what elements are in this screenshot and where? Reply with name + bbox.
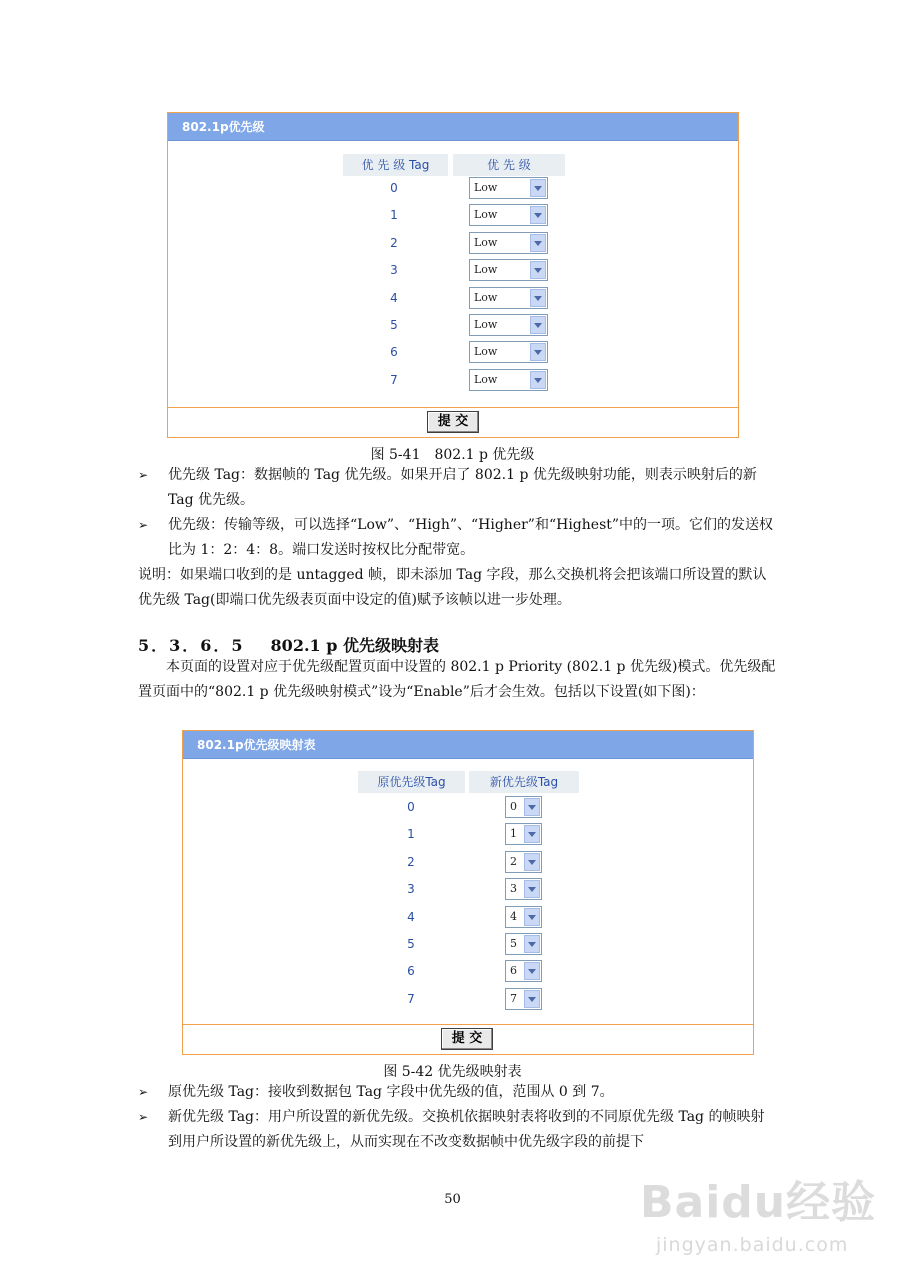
priority-tag-value: 3 (390, 263, 398, 278)
priority-select[interactable] (469, 177, 548, 199)
mapping-panel-footer (183, 1024, 753, 1054)
chevron-down-icon[interactable] (530, 179, 546, 197)
new-tag-select[interactable] (505, 988, 542, 1010)
priority-panel (167, 112, 739, 438)
bullet-arrow-icon: ➢ (138, 518, 149, 532)
chevron-down-icon[interactable] (530, 261, 546, 279)
original-tag-value: 3 (407, 882, 415, 897)
new-tag-select-value: 2 (510, 854, 517, 868)
chevron-down-icon[interactable] (524, 990, 540, 1008)
priority-tag-value: 1 (390, 208, 398, 223)
original-tag-value: 4 (407, 909, 415, 924)
chevron-down-icon[interactable] (530, 371, 546, 389)
chevron-down-icon[interactable] (524, 825, 540, 843)
chevron-down-icon[interactable] (530, 289, 546, 307)
new-tag-select-value: 5 (510, 937, 517, 950)
bullet-new-tag: ➢ 新优先级 Tag：用户所设置的新优先级。交换机依据映射表将收到的不同原优先级 Tag 的帧映射到用户所设置的新优先级上，从而实现在不改变数据帧中优先级字段的前提下 (138, 1105, 778, 1155)
chevron-down-icon[interactable] (524, 935, 540, 953)
mapping-panel (182, 730, 754, 1055)
priority-select[interactable] (469, 369, 548, 391)
chevron-down-icon[interactable] (530, 343, 546, 361)
chevron-down-icon[interactable] (530, 234, 546, 252)
submit-button[interactable]: 提 交 (441, 1028, 493, 1050)
bullet-original-tag: ➢ 原优先级 Tag：接收到数据包 Tag 字段中优先级的值，范围从 0 到 7。 (138, 1080, 778, 1105)
original-tag-value: 1 (407, 827, 415, 842)
baidu-watermark (640, 1148, 895, 1278)
new-tag-select-value: 3 (510, 882, 517, 896)
new-tag-select-value: 6 (510, 964, 517, 978)
figure-caption-5-41: 图 5-41 802.1 p 优先级 (370, 447, 535, 463)
priority-tag-value: 5 (390, 318, 398, 332)
chevron-down-icon[interactable] (530, 316, 546, 334)
original-tag-value: 5 (407, 937, 415, 951)
priority-select-value: Low (474, 318, 498, 331)
priority-tag-value: 6 (390, 345, 398, 360)
baidu-logo: Baidu经验 (640, 1177, 877, 1228)
bullet-priority-tag: ➢ 优先级 Tag：数据帧的 Tag 优先级。如果开启了 802.1 p 优先级映射功能，则表示映射后的新 Tag 优先级。 (138, 463, 778, 513)
chevron-down-icon[interactable] (524, 908, 540, 926)
submit-button[interactable]: 提 交 (427, 411, 479, 433)
priority-select-value: Low (474, 345, 498, 359)
new-tag-select[interactable] (505, 906, 542, 928)
priority-select-value: Low (474, 181, 498, 194)
new-tag-select[interactable] (505, 796, 542, 818)
mapping-panel-title: 802.1p优先级映射表 (183, 731, 753, 759)
priority-select[interactable] (469, 259, 548, 281)
new-tag-select-value: 7 (510, 991, 517, 1005)
original-tag-value: 2 (407, 854, 415, 869)
priority-tag-value: 7 (390, 372, 398, 387)
priority-tag-value: 4 (390, 290, 398, 305)
chevron-down-icon[interactable] (524, 880, 540, 898)
new-tag-select-value: 0 (510, 800, 517, 813)
new-tag-select[interactable] (505, 960, 542, 982)
new-tag-select[interactable] (505, 933, 542, 955)
original-tag-value: 7 (407, 991, 415, 1006)
bullet-arrow-icon: ➢ (138, 468, 149, 482)
priority-select[interactable] (469, 204, 548, 226)
original-tag-value: 6 (407, 964, 415, 979)
priority-select-value: Low (474, 372, 498, 386)
col-header-priority: 优 先 级 (453, 154, 565, 176)
original-tag-value: 0 (407, 800, 415, 814)
chevron-down-icon[interactable] (524, 962, 540, 980)
priority-select-value: Low (474, 235, 498, 249)
new-tag-select-value: 4 (510, 909, 517, 923)
priority-select[interactable] (469, 287, 548, 309)
page-number: 50 (444, 1192, 461, 1207)
priority-tag-value: 2 (390, 235, 398, 250)
new-tag-select[interactable] (505, 823, 542, 845)
col-header-priority-tag: 优 先 级 Tag (343, 154, 448, 176)
note-paragraph: 说明：如果端口收到的是 untagged 帧，即未添加 Tag 字段，那么交换机将会把该端口所设置的默认优先级 Tag(即端口优先级表页面中设定的值)赋予该帧以进一步处理。 (138, 567, 767, 608)
priority-panel-footer (168, 407, 738, 437)
chevron-down-icon[interactable] (530, 206, 546, 224)
col-header-original-tag: 原优先级Tag (358, 771, 465, 793)
intro-paragraph: 本页面的设置对应于优先级配置页面中设置的 802.1 p Priority (802.1 p 优先级)模式。优先级配置页面中的“802.1 p 优先级映射模式”设为“Enable”后才会生效。包括以下设置(如下图)： (138, 659, 776, 700)
priority-select[interactable] (469, 232, 548, 254)
watermark-url: jingyan.baidu.com (656, 1234, 849, 1256)
priority-panel-title: 802.1p优先级 (168, 113, 738, 141)
bullet-priority: ➢ 优先级：传输等级，可以选择“Low”、“High”、“Higher”和“Highest”中的一项。它们的发送权比为 1：2：4：8。端口发送时按权比分配带宽。 (138, 513, 778, 563)
new-tag-select-value: 1 (510, 827, 517, 841)
priority-select-value: Low (474, 263, 498, 277)
chevron-down-icon[interactable] (524, 853, 540, 871)
bullet-arrow-icon: ➢ (138, 1085, 149, 1099)
priority-select-value: Low (474, 208, 498, 222)
figure-caption-5-42: 图 5-42 优先级映射表 (383, 1064, 522, 1080)
section-heading: 5．3．6．5 802.1 p 优先级映射表 (138, 636, 439, 655)
new-tag-select[interactable] (505, 851, 542, 873)
priority-select[interactable] (469, 341, 548, 363)
priority-select[interactable] (469, 314, 548, 336)
priority-select-value: Low (474, 290, 498, 304)
chevron-down-icon[interactable] (524, 798, 540, 816)
col-header-new-tag: 新优先级Tag (469, 771, 579, 793)
bullet-arrow-icon: ➢ (138, 1110, 149, 1124)
priority-tag-value: 0 (390, 181, 398, 195)
new-tag-select[interactable] (505, 878, 542, 900)
